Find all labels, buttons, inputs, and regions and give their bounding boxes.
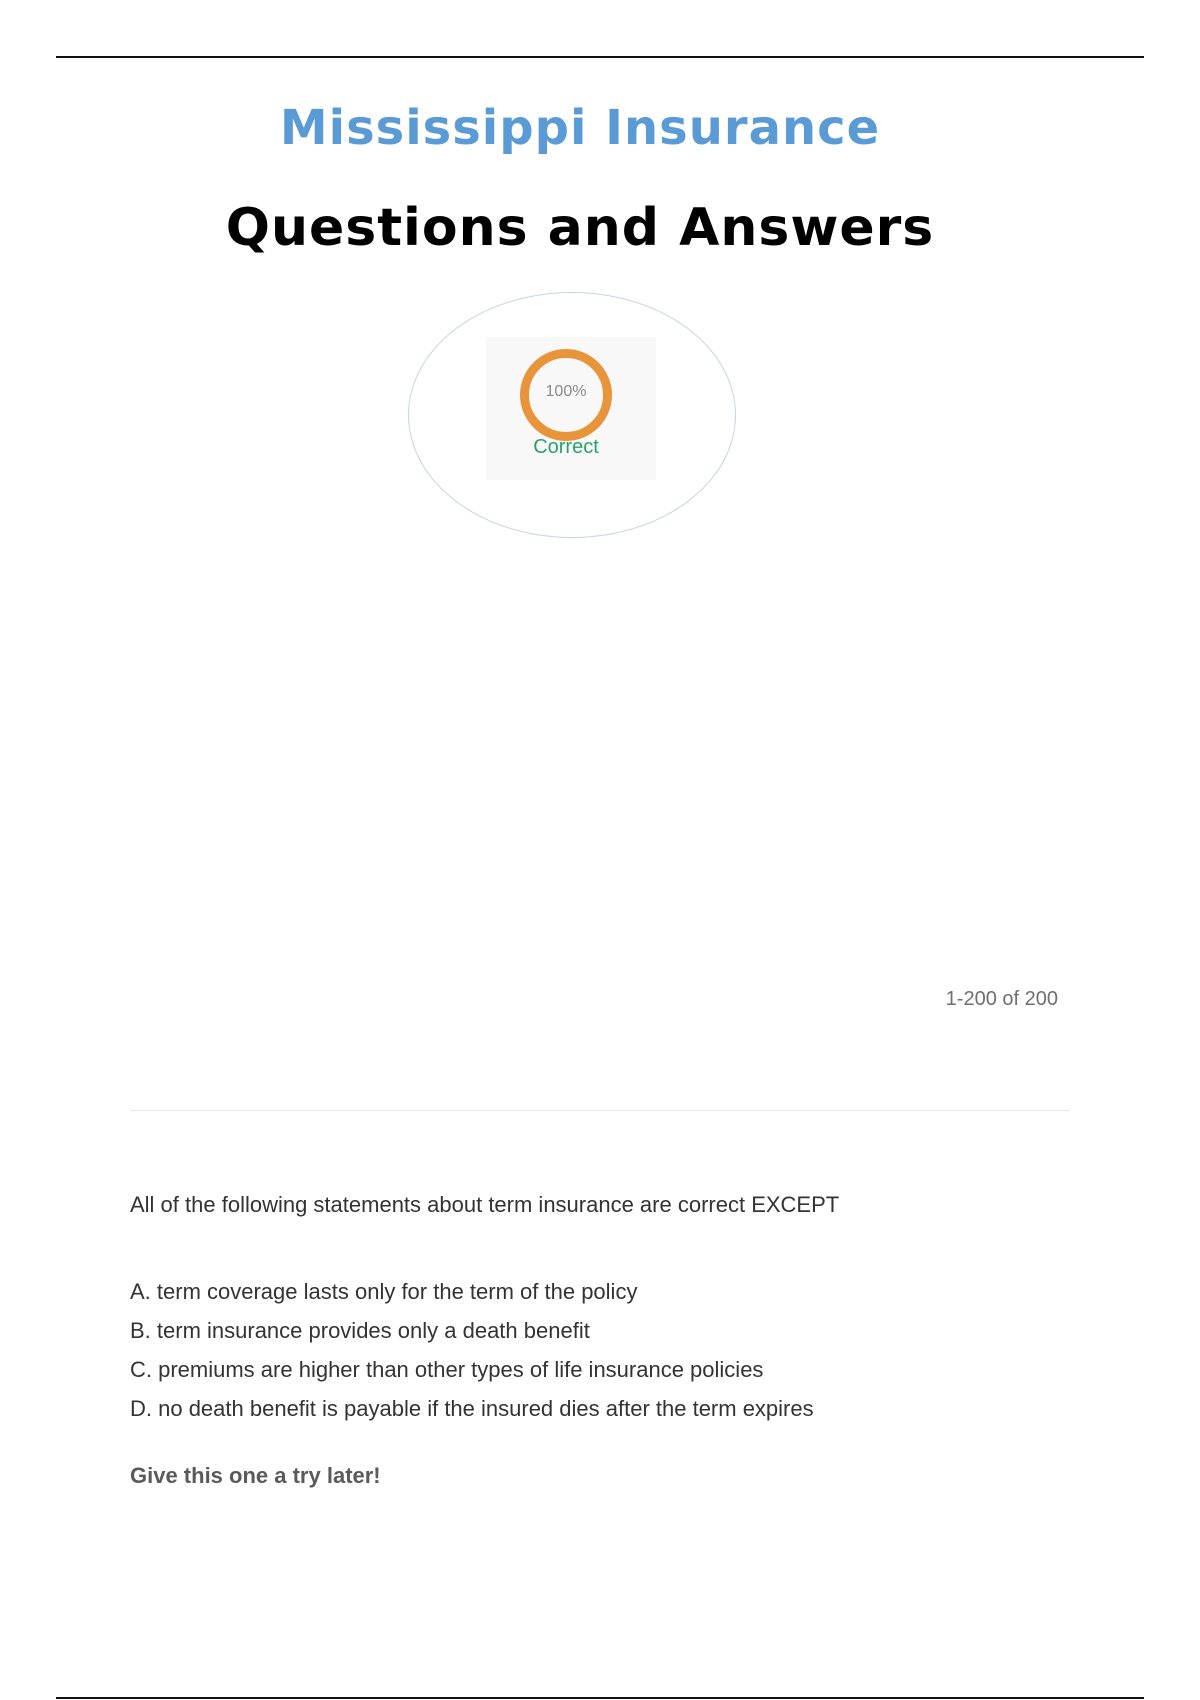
answer-options — [130, 1272, 814, 1428]
score-percent: 100% — [545, 383, 587, 400]
answer-option-c[interactable]: C. premiums are higher than other types of life insurance policies — [130, 1357, 764, 1382]
answer-option-b[interactable]: B. term insurance provides only a death benefit — [130, 1318, 590, 1343]
feedback-message: Give this one a try later! — [130, 1463, 381, 1488]
question-text: All of the following statements about term insurance are correct EXCEPT — [130, 1192, 840, 1217]
section-divider — [130, 1110, 1070, 1111]
top-rule — [56, 56, 1144, 58]
bottom-rule — [56, 1697, 1144, 1699]
score-label: Correct — [533, 436, 599, 458]
answer-option-d[interactable]: D. no death benefit is payable if the insured dies after the term expires — [130, 1396, 814, 1421]
document-title: Mississippi Insurance — [279, 100, 881, 156]
answer-option-a[interactable]: A. term coverage lasts only for the term of the policy — [130, 1279, 638, 1304]
document-subtitle: Questions and Answers — [225, 198, 935, 258]
pagination-count: 1-200 of 200 — [945, 988, 1058, 1010]
